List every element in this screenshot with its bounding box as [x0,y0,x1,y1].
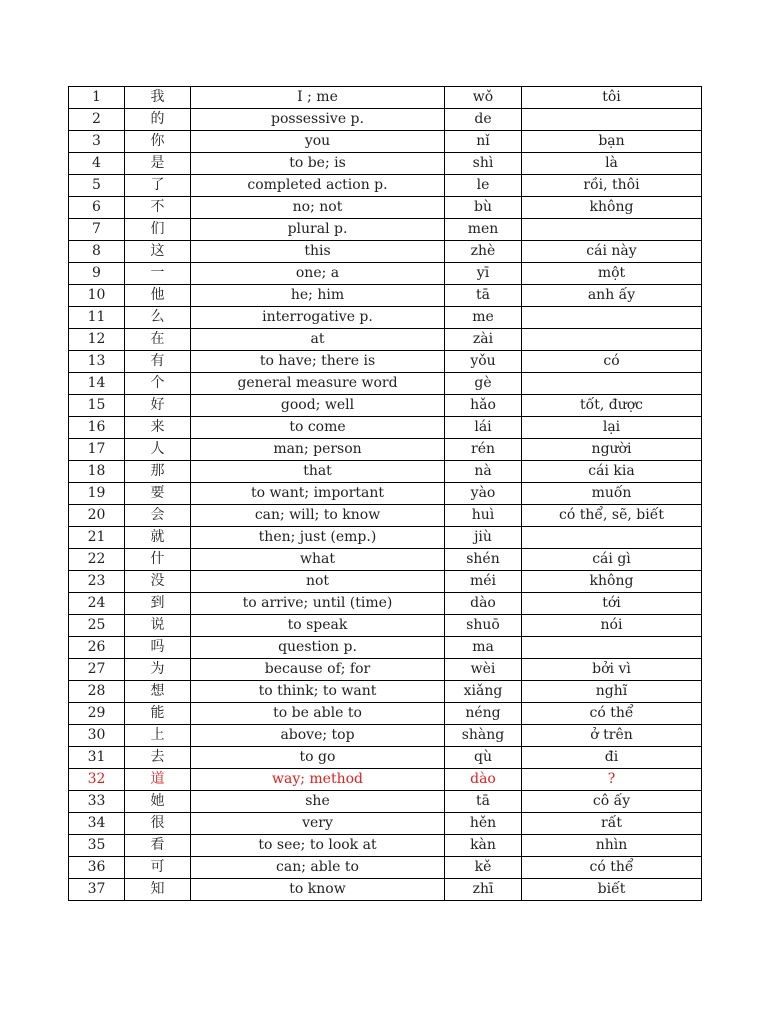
pinyin-cell: ma [445,637,522,659]
pinyin-cell: néng [445,703,522,725]
pinyin-cell: men [445,219,522,241]
table-row [69,747,702,769]
hanzi-cell: 不 [125,197,191,219]
table-row [69,153,702,175]
table-row [69,285,702,307]
english-meaning-cell: to arrive; until (time) [191,593,445,615]
row-number: 32 [69,769,125,791]
pinyin-cell: rén [445,439,522,461]
table-row [69,197,702,219]
english-meaning-cell: general measure word [191,373,445,395]
hanzi-cell: 没 [125,571,191,593]
hanzi-cell: 是 [125,153,191,175]
table-row [69,593,702,615]
english-meaning-cell: I ; me [191,87,445,109]
pinyin-cell: wèi [445,659,522,681]
pinyin-cell: qù [445,747,522,769]
row-number: 15 [69,395,125,417]
row-number: 20 [69,505,125,527]
row-number: 19 [69,483,125,505]
vietnamese-meaning-cell: rồi, thôi [522,175,702,197]
row-number: 30 [69,725,125,747]
vietnamese-meaning-cell: không [522,571,702,593]
row-number: 21 [69,527,125,549]
row-number: 25 [69,615,125,637]
row-number: 23 [69,571,125,593]
table-row [69,219,702,241]
row-number: 27 [69,659,125,681]
vietnamese-meaning-cell: nghĩ [522,681,702,703]
row-number: 33 [69,791,125,813]
english-meaning-cell: he; him [191,285,445,307]
hanzi-cell: 人 [125,439,191,461]
vietnamese-meaning-cell: ở trên [522,725,702,747]
english-meaning-cell: no; not [191,197,445,219]
row-number: 2 [69,109,125,131]
vietnamese-meaning-cell: không [522,197,702,219]
row-number: 26 [69,637,125,659]
hanzi-cell: 上 [125,725,191,747]
pinyin-cell: kě [445,857,522,879]
hanzi-cell: 有 [125,351,191,373]
pinyin-cell: yī [445,263,522,285]
english-meaning-cell: that [191,461,445,483]
pinyin-cell: zhè [445,241,522,263]
pinyin-cell: lái [445,417,522,439]
pinyin-cell: zài [445,329,522,351]
row-number: 28 [69,681,125,703]
vietnamese-meaning-cell: tốt, được [522,395,702,417]
row-number: 34 [69,813,125,835]
english-meaning-cell: then; just (emp.) [191,527,445,549]
english-meaning-cell: way; method [191,769,445,791]
hanzi-cell: 了 [125,175,191,197]
hanzi-cell: 个 [125,373,191,395]
table-row [69,769,702,791]
vietnamese-meaning-cell: anh ấy [522,285,702,307]
row-number: 1 [69,87,125,109]
hanzi-cell: 么 [125,307,191,329]
row-number: 17 [69,439,125,461]
pinyin-cell: méi [445,571,522,593]
english-meaning-cell: to speak [191,615,445,637]
pinyin-cell: de [445,109,522,131]
english-meaning-cell: question p. [191,637,445,659]
pinyin-cell: zhī [445,879,522,901]
hanzi-cell: 到 [125,593,191,615]
row-number: 8 [69,241,125,263]
vietnamese-meaning-cell: biết [522,879,702,901]
english-meaning-cell: to go [191,747,445,769]
vocabulary-table [68,86,702,901]
english-meaning-cell: above; top [191,725,445,747]
row-number: 12 [69,329,125,351]
table-row [69,109,702,131]
hanzi-cell: 去 [125,747,191,769]
vietnamese-meaning-cell: rất [522,813,702,835]
vietnamese-meaning-cell: nói [522,615,702,637]
row-number: 11 [69,307,125,329]
pinyin-cell: me [445,307,522,329]
row-number: 5 [69,175,125,197]
table-row [69,681,702,703]
pinyin-cell: le [445,175,522,197]
row-number: 13 [69,351,125,373]
pinyin-cell: hǎo [445,395,522,417]
table-row [69,835,702,857]
english-meaning-cell: possessive p. [191,109,445,131]
hanzi-cell: 吗 [125,637,191,659]
vietnamese-meaning-cell: cái này [522,241,702,263]
table-row [69,175,702,197]
hanzi-cell: 他 [125,285,191,307]
table-row [69,813,702,835]
hanzi-cell: 我 [125,87,191,109]
vietnamese-meaning-cell: có thể, sẽ, biết [522,505,702,527]
table-row [69,131,702,153]
english-meaning-cell: one; a [191,263,445,285]
hanzi-cell: 来 [125,417,191,439]
hanzi-cell: 这 [125,241,191,263]
table-row [69,791,702,813]
english-meaning-cell: not [191,571,445,593]
table-row [69,725,702,747]
row-number: 18 [69,461,125,483]
english-meaning-cell: to think; to want [191,681,445,703]
english-meaning-cell: can; able to [191,857,445,879]
vietnamese-meaning-cell: lại [522,417,702,439]
table-row [69,659,702,681]
pinyin-cell: huì [445,505,522,527]
english-meaning-cell: plural p. [191,219,445,241]
hanzi-cell: 你 [125,131,191,153]
english-meaning-cell: at [191,329,445,351]
table-row [69,879,702,901]
hanzi-cell: 很 [125,813,191,835]
table-row [69,857,702,879]
pinyin-cell: yǒu [445,351,522,373]
hanzi-cell: 看 [125,835,191,857]
vietnamese-meaning-cell: bởi vì [522,659,702,681]
pinyin-cell: tā [445,285,522,307]
vietnamese-meaning-cell: nhìn [522,835,702,857]
table-row [69,263,702,285]
vietnamese-meaning-cell [522,527,702,549]
table-row [69,461,702,483]
pinyin-cell: bù [445,197,522,219]
pinyin-cell: jiù [445,527,522,549]
vietnamese-meaning-cell: có [522,351,702,373]
vietnamese-meaning-cell [522,637,702,659]
table-row [69,527,702,549]
table-row [69,329,702,351]
table-row [69,241,702,263]
pinyin-cell: nǐ [445,131,522,153]
row-number: 36 [69,857,125,879]
table-row [69,505,702,527]
vietnamese-meaning-cell [522,307,702,329]
vocabulary-table-body [69,87,702,901]
pinyin-cell: shàng [445,725,522,747]
hanzi-cell: 就 [125,527,191,549]
vietnamese-meaning-cell: cô ấy [522,791,702,813]
vietnamese-meaning-cell: cái kia [522,461,702,483]
pinyin-cell: dào [445,769,522,791]
pinyin-cell: nà [445,461,522,483]
hanzi-cell: 会 [125,505,191,527]
row-number: 7 [69,219,125,241]
table-row [69,307,702,329]
hanzi-cell: 那 [125,461,191,483]
vietnamese-meaning-cell: tới [522,593,702,615]
pinyin-cell: hěn [445,813,522,835]
row-number: 6 [69,197,125,219]
pinyin-cell: dào [445,593,522,615]
row-number: 22 [69,549,125,571]
vietnamese-meaning-cell: có thể [522,857,702,879]
table-row [69,615,702,637]
hanzi-cell: 知 [125,879,191,901]
row-number: 29 [69,703,125,725]
table-row [69,637,702,659]
hanzi-cell: 一 [125,263,191,285]
hanzi-cell: 的 [125,109,191,131]
table-row [69,483,702,505]
english-meaning-cell: completed action p. [191,175,445,197]
english-meaning-cell: can; will; to know [191,505,445,527]
vietnamese-meaning-cell: có thể [522,703,702,725]
vietnamese-meaning-cell: đi [522,747,702,769]
english-meaning-cell: interrogative p. [191,307,445,329]
table-row [69,439,702,461]
vietnamese-meaning-cell [522,109,702,131]
pinyin-cell: kàn [445,835,522,857]
table-row [69,373,702,395]
english-meaning-cell: you [191,131,445,153]
hanzi-cell: 要 [125,483,191,505]
vietnamese-meaning-cell: muốn [522,483,702,505]
vietnamese-meaning-cell: là [522,153,702,175]
vietnamese-meaning-cell: một [522,263,702,285]
table-row [69,395,702,417]
row-number: 37 [69,879,125,901]
pinyin-cell: xiǎng [445,681,522,703]
english-meaning-cell: to want; important [191,483,445,505]
table-row [69,571,702,593]
row-number: 3 [69,131,125,153]
english-meaning-cell: what [191,549,445,571]
english-meaning-cell: because of; for [191,659,445,681]
english-meaning-cell: man; person [191,439,445,461]
vietnamese-meaning-cell: bạn [522,131,702,153]
english-meaning-cell: this [191,241,445,263]
row-number: 35 [69,835,125,857]
pinyin-cell: wǒ [445,87,522,109]
english-meaning-cell: to see; to look at [191,835,445,857]
hanzi-cell: 们 [125,219,191,241]
vietnamese-meaning-cell [522,219,702,241]
pinyin-cell: shén [445,549,522,571]
vietnamese-meaning-cell: ? [522,769,702,791]
row-number: 24 [69,593,125,615]
row-number: 16 [69,417,125,439]
hanzi-cell: 在 [125,329,191,351]
vietnamese-meaning-cell [522,373,702,395]
vietnamese-meaning-cell: cái gì [522,549,702,571]
table-row [69,87,702,109]
row-number: 9 [69,263,125,285]
table-row [69,351,702,373]
hanzi-cell: 道 [125,769,191,791]
hanzi-cell: 能 [125,703,191,725]
hanzi-cell: 什 [125,549,191,571]
hanzi-cell: 她 [125,791,191,813]
table-row [69,703,702,725]
pinyin-cell: tā [445,791,522,813]
row-number: 14 [69,373,125,395]
hanzi-cell: 想 [125,681,191,703]
vietnamese-meaning-cell: người [522,439,702,461]
pinyin-cell: shuō [445,615,522,637]
row-number: 4 [69,153,125,175]
english-meaning-cell: to come [191,417,445,439]
pinyin-cell: gè [445,373,522,395]
hanzi-cell: 可 [125,857,191,879]
table-row [69,549,702,571]
hanzi-cell: 为 [125,659,191,681]
pinyin-cell: shì [445,153,522,175]
english-meaning-cell: to have; there is [191,351,445,373]
vietnamese-meaning-cell: tôi [522,87,702,109]
vietnamese-meaning-cell [522,329,702,351]
english-meaning-cell: very [191,813,445,835]
english-meaning-cell: to be able to [191,703,445,725]
english-meaning-cell: to know [191,879,445,901]
english-meaning-cell: good; well [191,395,445,417]
hanzi-cell: 说 [125,615,191,637]
pinyin-cell: yào [445,483,522,505]
row-number: 10 [69,285,125,307]
english-meaning-cell: to be; is [191,153,445,175]
english-meaning-cell: she [191,791,445,813]
hanzi-cell: 好 [125,395,191,417]
row-number: 31 [69,747,125,769]
table-row [69,417,702,439]
